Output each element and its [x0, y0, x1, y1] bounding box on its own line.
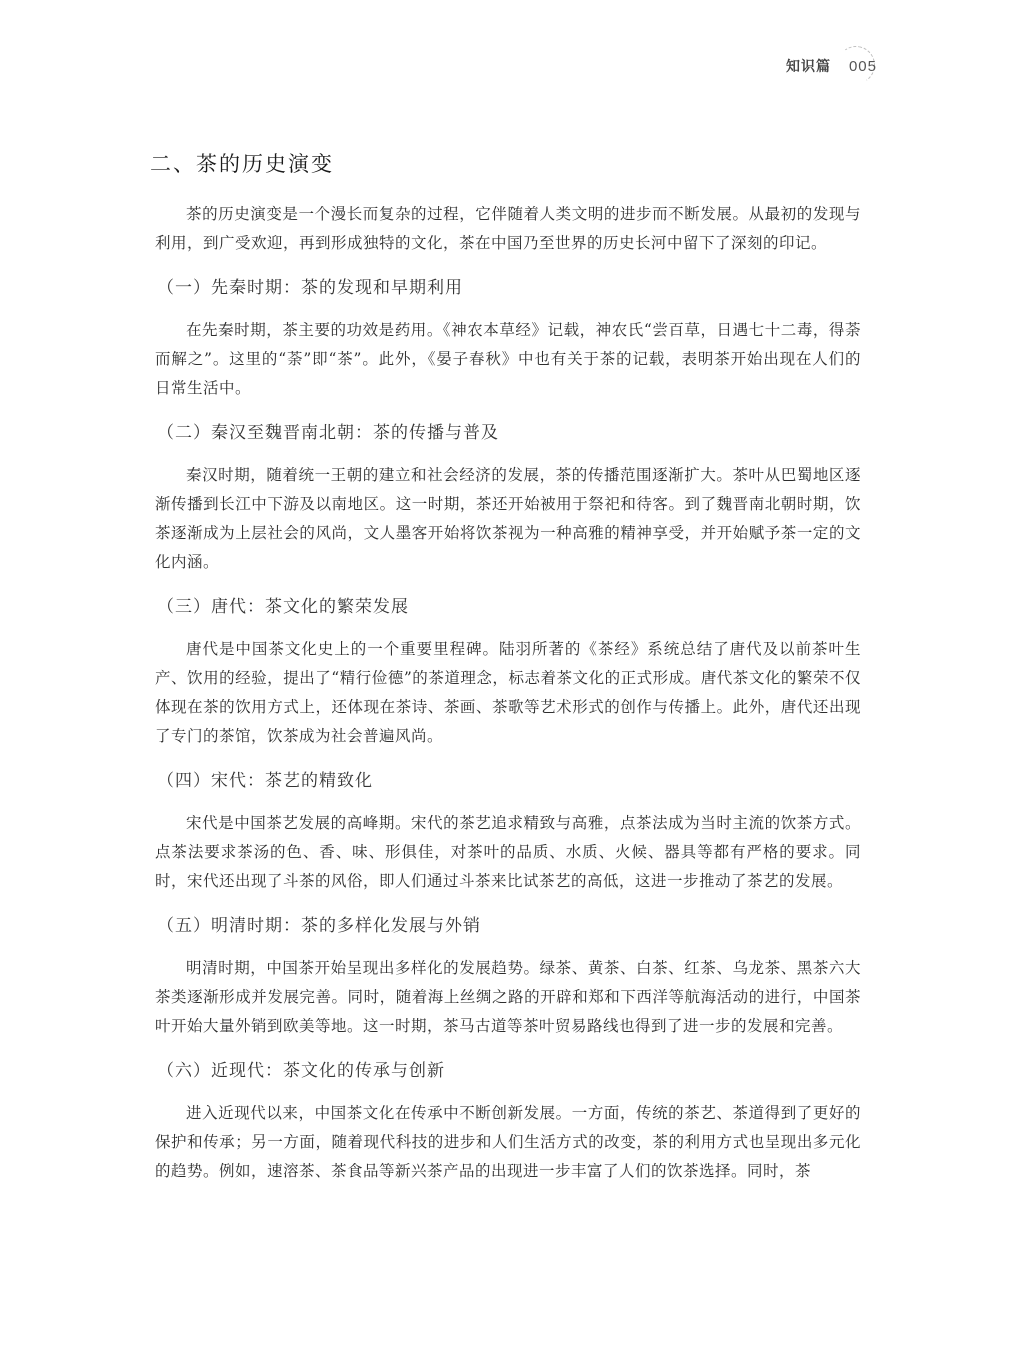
section-heading: （二）秦汉至魏晋南北朝：茶的传播与普及	[157, 423, 499, 443]
section-body: 明清时期，中国茶开始呈现出多样化的发展趋势。绿茶、黄茶、白茶、红茶、乌龙茶、黑茶六大茶类逐渐形成并发展完善。同时，随着海上丝绸之路的开辟和郑和下西洋等航海活动的进行，中国茶叶开始大量外销到欧美等地。这一时期，茶马古道等茶叶贸易路线也得到了进一步的发展和完善。	[155, 959, 861, 1035]
section-body: 进入近现代以来，中国茶文化在传承中不断创新发展。一方面，传统的茶艺、茶道得到了更好的保护和传承；另一方面，随着现代科技的进步和人们生活方式的改变，茶的利用方式也呈现出多元化的趋势。例如，速溶茶、茶食品等新兴茶产品的出现进一步丰富了人们的饮茶选择。同时，茶	[155, 1104, 861, 1180]
section-body: 秦汉时期，随着统一王朝的建立和社会经济的发展，茶的传播范围逐渐扩大。茶叶从巴蜀地区逐渐传播到长江中下游及以南地区。这一时期，茶还开始被用于祭祀和待客。到了魏晋南北朝时期，饮茶逐渐成为上层社会的风尚，文人墨客开始将饮茶视为一种高雅的精神享受，并开始赋予茶一定的文化内涵。	[155, 466, 861, 571]
running-header	[786, 56, 877, 76]
section-name: 知识篇	[785, 59, 831, 75]
section-body: 在先秦时期，茶主要的功效是药用。《神农本草经》记载，神农氏“尝百草，日遇七十二毒，得荼而解之”。这里的“荼”即“茶”。此外，《晏子春秋》中也有关于茶的记载，表明茶开始出现在人们的日常生活中。	[155, 321, 861, 397]
page-content	[150, 148, 861, 1186]
section-heading: （五）明清时期：茶的多样化发展与外销	[157, 916, 481, 936]
section-heading: （一）先秦时期：茶的发现和早期利用	[157, 278, 463, 298]
section-heading: （四）宋代：茶艺的精致化	[157, 771, 373, 791]
intro-paragraph: 茶的历史演变是一个漫长而复杂的过程，它伴随着人类文明的进步而不断发展。从最初的发现与利用，到广受欢迎，再到形成独特的文化，茶在中国乃至世界的历史长河中留下了深刻的印记。	[155, 205, 861, 252]
page-number: 005	[848, 57, 877, 75]
chapter-title: 二、茶的历史演变	[150, 152, 334, 176]
section-heading: （三）唐代：茶文化的繁荣发展	[157, 597, 409, 617]
section-body: 唐代是中国茶文化史上的一个重要里程碑。陆羽所著的《茶经》系统总结了唐代及以前茶叶生产、饮用的经验，提出了“精行俭德”的茶道理念，标志着茶文化的正式形成。唐代茶文化的繁荣不仅体现在茶的饮用方式上，还体现在茶诗、茶画、茶歌等艺术形式的创作与传播上。此外，唐代还出现了专门的茶馆，饮茶成为社会普遍风尚。	[155, 640, 861, 745]
section-heading: （六）近现代：茶文化的传承与创新	[157, 1061, 445, 1081]
section-body: 宋代是中国茶艺发展的高峰期。宋代的茶艺追求精致与高雅，点茶法成为当时主流的饮茶方式。点茶法要求茶汤的色、香、味、形俱佳，对茶叶的品质、水质、火候、器具等都有严格的要求。同时，宋代还出现了斗茶的风俗，即人们通过斗茶来比试茶艺的高低，这进一步推动了茶艺的发展。	[155, 814, 861, 890]
